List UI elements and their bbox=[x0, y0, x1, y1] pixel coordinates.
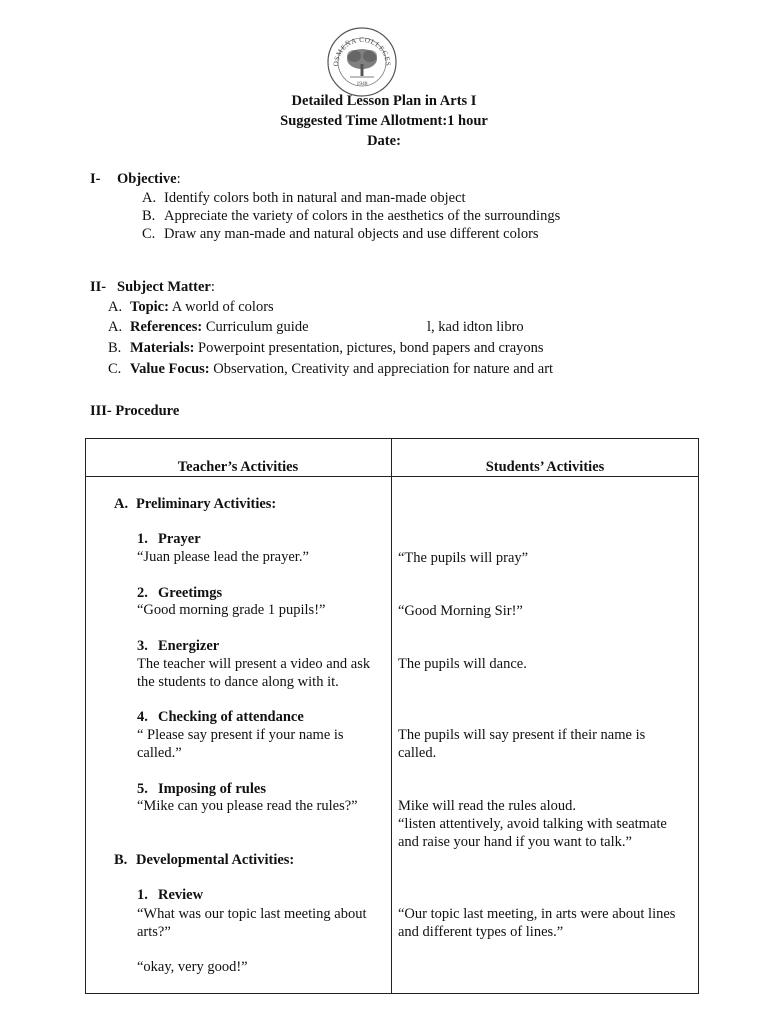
objective-item-text: Draw any man-made and natural objects and use different colors bbox=[164, 226, 539, 242]
teacher-attendance-line: called.” bbox=[137, 745, 182, 761]
student-prayer-line: “The pupils will pray” bbox=[398, 550, 529, 566]
objective-item-letter: C. bbox=[142, 226, 156, 242]
activity-title-greetings: Greetimgs bbox=[158, 585, 223, 601]
section-a-title: Preliminary Activities: bbox=[136, 496, 277, 512]
subject-item-materials: Materials: Powerpoint presentation, pictures, bond papers and crayons bbox=[130, 340, 544, 356]
student-rules-line: “listen attentively, avoid talking with seatmate bbox=[398, 816, 667, 832]
lesson-plan-title: Detailed Lesson Plan in Arts I bbox=[291, 93, 477, 109]
section-numeral-objective: I- bbox=[90, 171, 101, 187]
subject-item-value-focus: Value Focus: Observation, Creativity and appreciation for nature and art bbox=[130, 361, 554, 377]
objective-item-letter: A. bbox=[142, 190, 157, 206]
table-header-divider bbox=[86, 476, 698, 477]
teacher-energizer-line: the students to dance along with it. bbox=[137, 674, 339, 690]
student-attendance-line: The pupils will say present if their name is bbox=[398, 727, 646, 743]
date-label: Date: bbox=[367, 133, 401, 149]
activity-number: 3. bbox=[137, 638, 148, 654]
students-activities-header: Students’ Activities bbox=[485, 459, 605, 475]
procedure-heading: III- Procedure bbox=[90, 403, 180, 419]
activity-title-rules: Imposing of rules bbox=[158, 781, 266, 797]
teacher-greetings-line: “Good morning grade 1 pupils!” bbox=[137, 602, 326, 618]
section-numeral-subject: II- bbox=[90, 279, 107, 295]
activity-title-energizer: Energizer bbox=[158, 638, 220, 654]
teacher-prayer-line: “Juan please lead the prayer.” bbox=[137, 549, 309, 565]
teacher-activities-header: Teacher’s Activities bbox=[177, 459, 299, 475]
college-seal-logo bbox=[326, 26, 398, 98]
student-rules-line: Mike will read the rules aloud. bbox=[398, 798, 576, 814]
activity-title-attendance: Checking of attendance bbox=[158, 709, 304, 725]
section-b-title: Developmental Activities: bbox=[136, 852, 295, 868]
references-extra: l, kad idton libro bbox=[427, 319, 524, 335]
teacher-energizer-line: The teacher will present a video and ask bbox=[137, 656, 371, 672]
subject-item-letter: B. bbox=[108, 340, 122, 356]
student-review-line: “Our topic last meeting, in arts were about lines bbox=[398, 906, 676, 922]
teacher-review-line: “What was our topic last meeting about bbox=[137, 906, 367, 922]
activity-number: 5. bbox=[137, 781, 148, 797]
teacher-rules-line: “Mike can you please read the rules?” bbox=[137, 798, 358, 814]
objective-item-text: Identify colors both in natural and man-made object bbox=[164, 190, 466, 206]
student-review-line: and different types of lines.” bbox=[398, 924, 564, 940]
time-allotment: Suggested Time Allotment:1 hour bbox=[280, 113, 488, 129]
activity-number: 1. bbox=[137, 531, 148, 547]
teacher-attendance-line: “ Please say present if your name is bbox=[137, 727, 344, 743]
section-b-letter: B. bbox=[114, 852, 128, 868]
activity-title-review: Review bbox=[158, 887, 204, 903]
student-attendance-line: called. bbox=[398, 745, 437, 761]
activity-number: 1. bbox=[137, 887, 148, 903]
subject-item-letter: C. bbox=[108, 361, 122, 377]
subject-item-letter: A. bbox=[108, 319, 123, 335]
objective-item-letter: B. bbox=[142, 208, 156, 224]
activity-number: 2. bbox=[137, 585, 148, 601]
student-rules-line: and raise your hand if you want to talk.” bbox=[398, 834, 632, 850]
subject-item-topic: Topic: A world of colors bbox=[130, 299, 274, 315]
subject-matter-heading: Subject Matter: bbox=[117, 279, 215, 295]
objective-heading: Objective: bbox=[117, 171, 181, 187]
activity-title-prayer: Prayer bbox=[158, 531, 201, 547]
teacher-review-line: “okay, very good!” bbox=[137, 959, 248, 975]
teacher-review-line: arts?” bbox=[137, 924, 171, 940]
tree-icon bbox=[347, 49, 377, 77]
student-greetings-line: “Good Morning Sir!” bbox=[398, 603, 523, 619]
seal-year: 1948 bbox=[356, 81, 368, 87]
student-energizer-line: The pupils will dance. bbox=[398, 656, 527, 672]
seal-ring-text: OSMEÑA COLLEGES bbox=[331, 35, 393, 67]
table-column-divider bbox=[391, 439, 392, 993]
subject-item-letter: A. bbox=[108, 299, 123, 315]
activity-number: 4. bbox=[137, 709, 148, 725]
objective-item-text: Appreciate the variety of colors in the aesthetics of the surroundings bbox=[164, 208, 561, 224]
subject-item-references: References: Curriculum guide bbox=[130, 319, 309, 335]
section-a-letter: A. bbox=[114, 496, 129, 512]
